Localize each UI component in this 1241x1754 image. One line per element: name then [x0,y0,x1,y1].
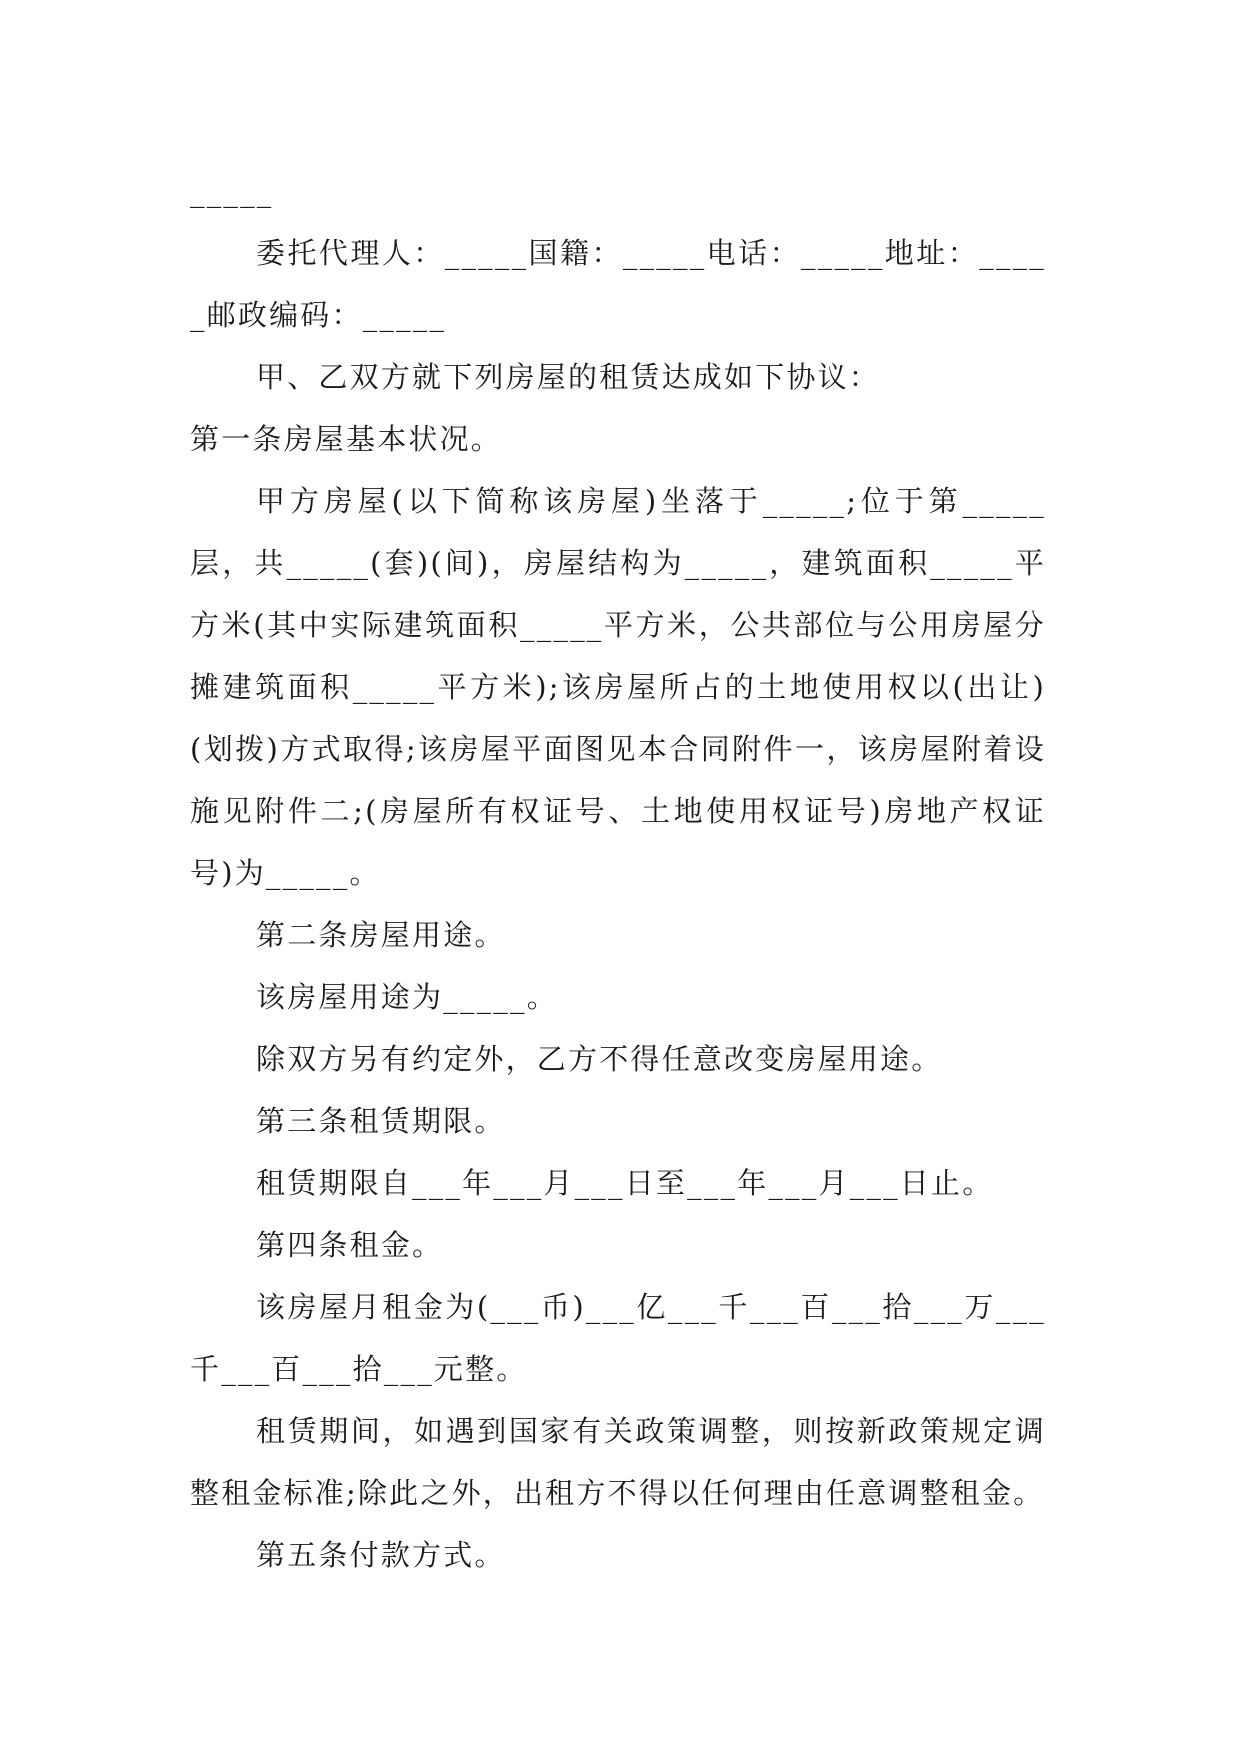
article-2-body: 该房屋用途为_____。 [256,980,558,1014]
agreement-intro-paragraph: 甲、乙双方就下列房屋的租赁达成如下协议： [256,360,881,394]
article-1-heading: 第一条房屋基本状况。 [190,422,503,456]
article-2-restriction: 除双方另有约定外，乙方不得任意改变房屋用途。 [256,1042,943,1076]
article-4-rent-amount: 该房屋月租金为(___币)___亿___千___百___拾___万___千___百___拾___元整。 [190,1290,1046,1386]
article-3-heading: 第三条租赁期限。 [256,1104,506,1138]
article-3-body: 租赁期限自___年___月___日至___年___月___日止。 [256,1166,994,1200]
article-4-heading: 第四条租金。 [256,1228,444,1262]
blank-line: _____ [190,174,274,208]
agent-info-paragraph: 委托代理人：_____国籍：_____电话：_____地址：_____邮政编码：_____ [190,236,1046,332]
document-body [190,160,1046,1586]
article-4-rent-adjustment: 租赁期间，如遇到国家有关政策调整，则按新政策规定调整租金标准;除此之外，出租方不得以任何理由任意调整租金。 [190,1414,1046,1510]
article-1-body: 甲方房屋(以下简称该房屋)坐落于_____;位于第_____层，共_____(套)(间)，房屋结构为_____，建筑面积_____平方米(其中实际建筑面积_____平方米，公共部位与公用房屋分摊建筑面积_____平方米);该房屋所占的土地使用权以(出让)(划拨)方式取得;该房屋平面图见本合同附件一，该房屋附着设施见附件二;(房屋所有权证号、土地使用权证号)房地产权证号)为_____。 [190,484,1046,890]
article-2-heading: 第二条房屋用途。 [256,918,506,952]
article-5-heading: 第五条付款方式。 [256,1538,506,1572]
